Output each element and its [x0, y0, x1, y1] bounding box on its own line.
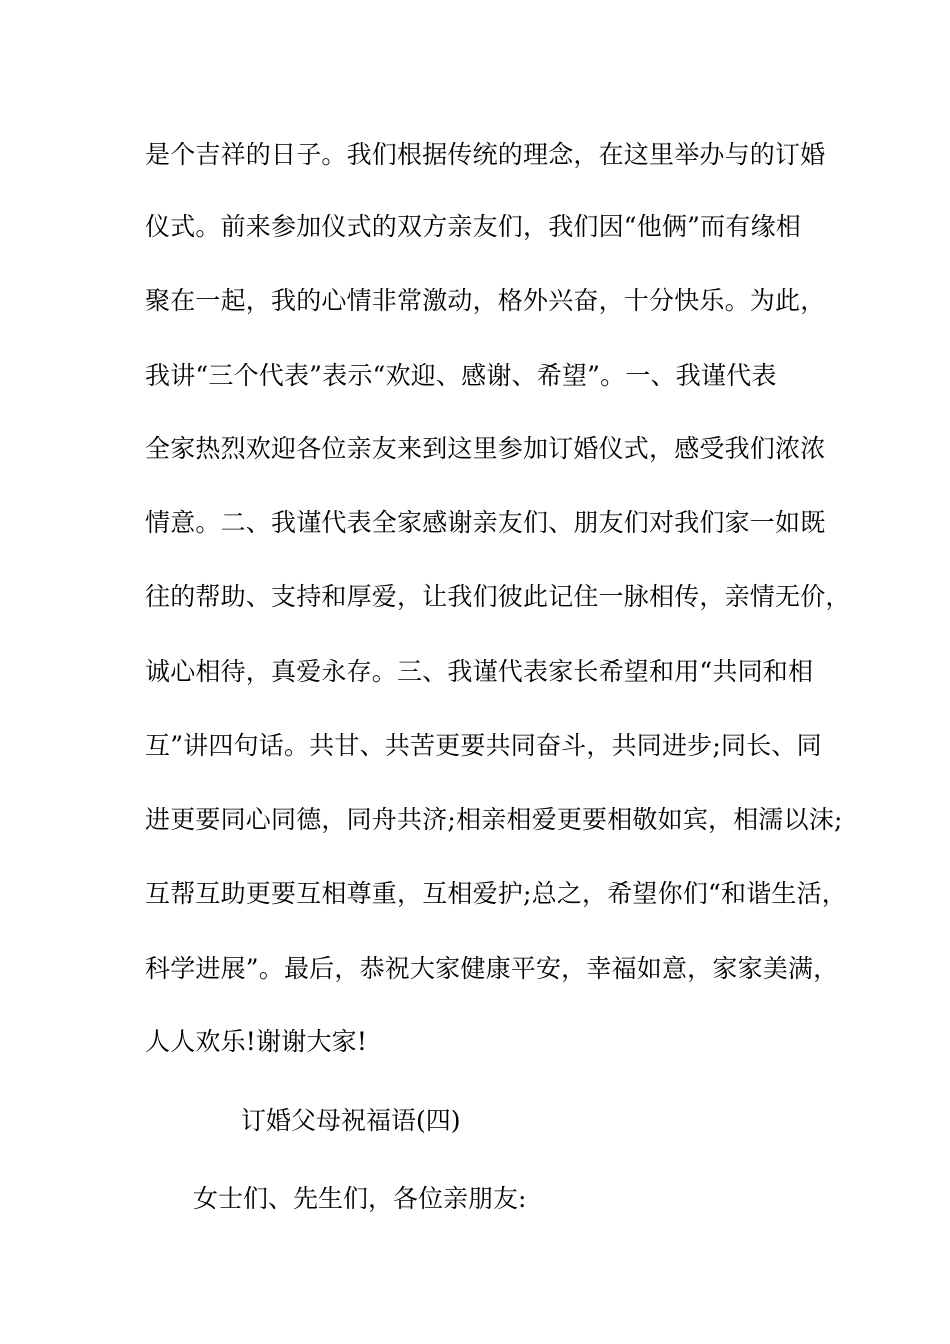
paragraph-line: 进更要同心同德，同舟共济;相亲相爱更要相敬如宾，相濡以沫; [145, 805, 843, 834]
paragraph-line: 科学进展”。最后，恭祝大家健康平安，幸福如意，家家美满， [145, 954, 839, 983]
paragraph-line: 互”讲四句话。共甘、共苦更要共同奋斗，共同进步;同长、同 [145, 731, 822, 760]
section-heading: 订婚父母祝福语(四) [241, 1106, 461, 1135]
paragraph-line: 诚心相待，真爱永存。三、我谨代表家长希望和用“共同和相 [145, 657, 814, 686]
paragraph-line: 我讲“三个代表”表示“欢迎、感谢、希望”。一、我谨代表 [145, 361, 777, 390]
salutation-line: 女士们、先生们，各位亲朋友: [193, 1184, 527, 1213]
paragraph-line: 人人欢乐!谢谢大家! [145, 1027, 368, 1056]
paragraph-line: 往的帮助、支持和厚爱，让我们彼此记住一脉相传，亲情无价， [145, 582, 851, 611]
paragraph-line: 全家热烈欢迎各位亲友来到这里参加订婚仪式，感受我们浓浓 [145, 434, 826, 463]
paragraph-line: 情意。二、我谨代表全家感谢亲友们、朋友们对我们家一如既 [145, 508, 826, 537]
paragraph-line: 聚在一起，我的心情非常激动，格外兴奋，十分快乐。为此， [145, 286, 826, 315]
paragraph-line: 仪式。前来参加仪式的双方亲友们，我们因“他俩”而有缘相 [145, 212, 801, 241]
paragraph-line: 互帮互助更要互相尊重，互相爱护;总之，希望你们“和谐生活， [145, 879, 848, 908]
paragraph-line: 是个吉祥的日子。我们根据传统的理念，在这里举办与的订婚 [145, 140, 826, 169]
